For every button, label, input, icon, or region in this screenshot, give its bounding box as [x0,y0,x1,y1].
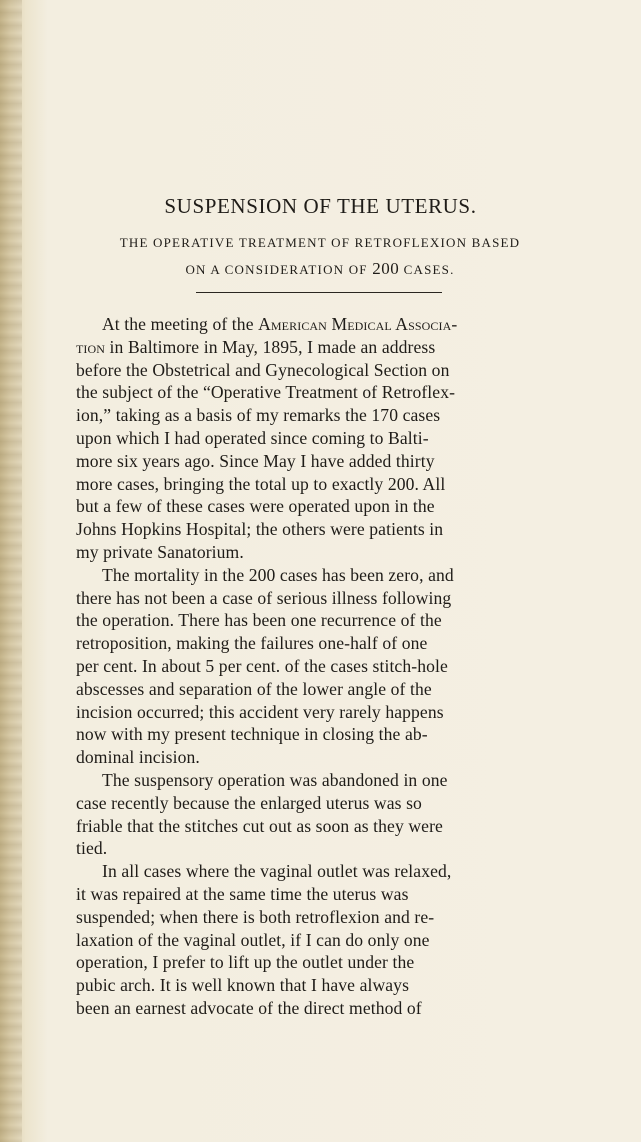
subtitle-case-count: 200 [372,259,400,278]
body-line: operation, I prefer to lift up the outlet under the [76,952,415,973]
body-line: laxation of the vaginal outlet, if I can do only one [76,929,430,950]
body-line: more cases, bringing the total up to exactly 200. All [76,473,446,494]
body-line: the operation. There has been one recurrence of the [76,610,442,631]
body-line: there has not been a case of serious illness following [76,587,452,608]
body-line: now with my present technique in closing the ab- [76,724,428,745]
body-line: suspended; when there is both retroflexion and re- [76,906,435,927]
body-line: been an earnest advocate of the direct method of [76,997,422,1018]
body-line: it was repaired at the same time the uterus was [76,883,409,904]
body-line: incision occurred; this accident very rarely happens [76,701,444,722]
body-line: ion,” taking as a basis of my remarks the 170 cases [76,405,441,426]
body-line: abscesses and separation of the lower angle of the [76,678,432,699]
body-line: friable that the stitches cut out as soon as they were [76,815,443,836]
subtitle-line-2 [80,256,560,283]
subtitle-line-2-post: CASES. [399,262,455,277]
subtitle-line-2-pre: ON A CONSIDERATION OF [185,262,373,277]
body-line: per cent. In about 5 per cent. of the cases stitch-hole [76,655,448,676]
body-line: my private Sanatorium. [76,541,244,562]
body-line: tion in Baltimore in May, 1895, I made an address [76,336,436,357]
body-line: dominal incision. [76,747,200,768]
body-line: the subject of the “Operative Treatment of Retroflex- [76,382,456,403]
body-line: retroposition, making the failures one-half of one [76,633,428,654]
body-line: more six years ago. Since May I have added thirty [76,450,435,471]
body-text [76,313,616,1020]
subtitle-line-1: THE OPERATIVE TREATMENT OF RETROFLEXION BASED [119,235,521,250]
body-line: The suspensory operation was abandoned in one [102,769,448,790]
body-line: At the meeting of the American Medical Associa- [102,314,458,334]
body-line: upon which I had operated since coming to Balti- [76,427,429,448]
body-line: tied. [76,838,108,859]
article-title: SUSPENSION OF THE UTERUS. [164,194,477,218]
body-line: Johns Hopkins Hospital; the others were patients in [76,519,444,540]
body-line: In all cases where the vaginal outlet was relaxed, [102,861,452,882]
body-line: but a few of these cases were operated upon in the [76,496,435,517]
small-caps-text: American Medical Associa- [258,314,458,334]
title-divider [196,292,442,293]
small-caps-text: tion [76,336,106,357]
body-line: case recently because the enlarged uterus was so [76,792,422,813]
article-subtitle [80,230,560,283]
body-line: The mortality in the 200 cases has been zero, and [102,564,454,585]
body-line: pubic arch. It is well known that I have always [76,975,410,996]
body-line: before the Obstetrical and Gynecological Section on [76,359,450,380]
